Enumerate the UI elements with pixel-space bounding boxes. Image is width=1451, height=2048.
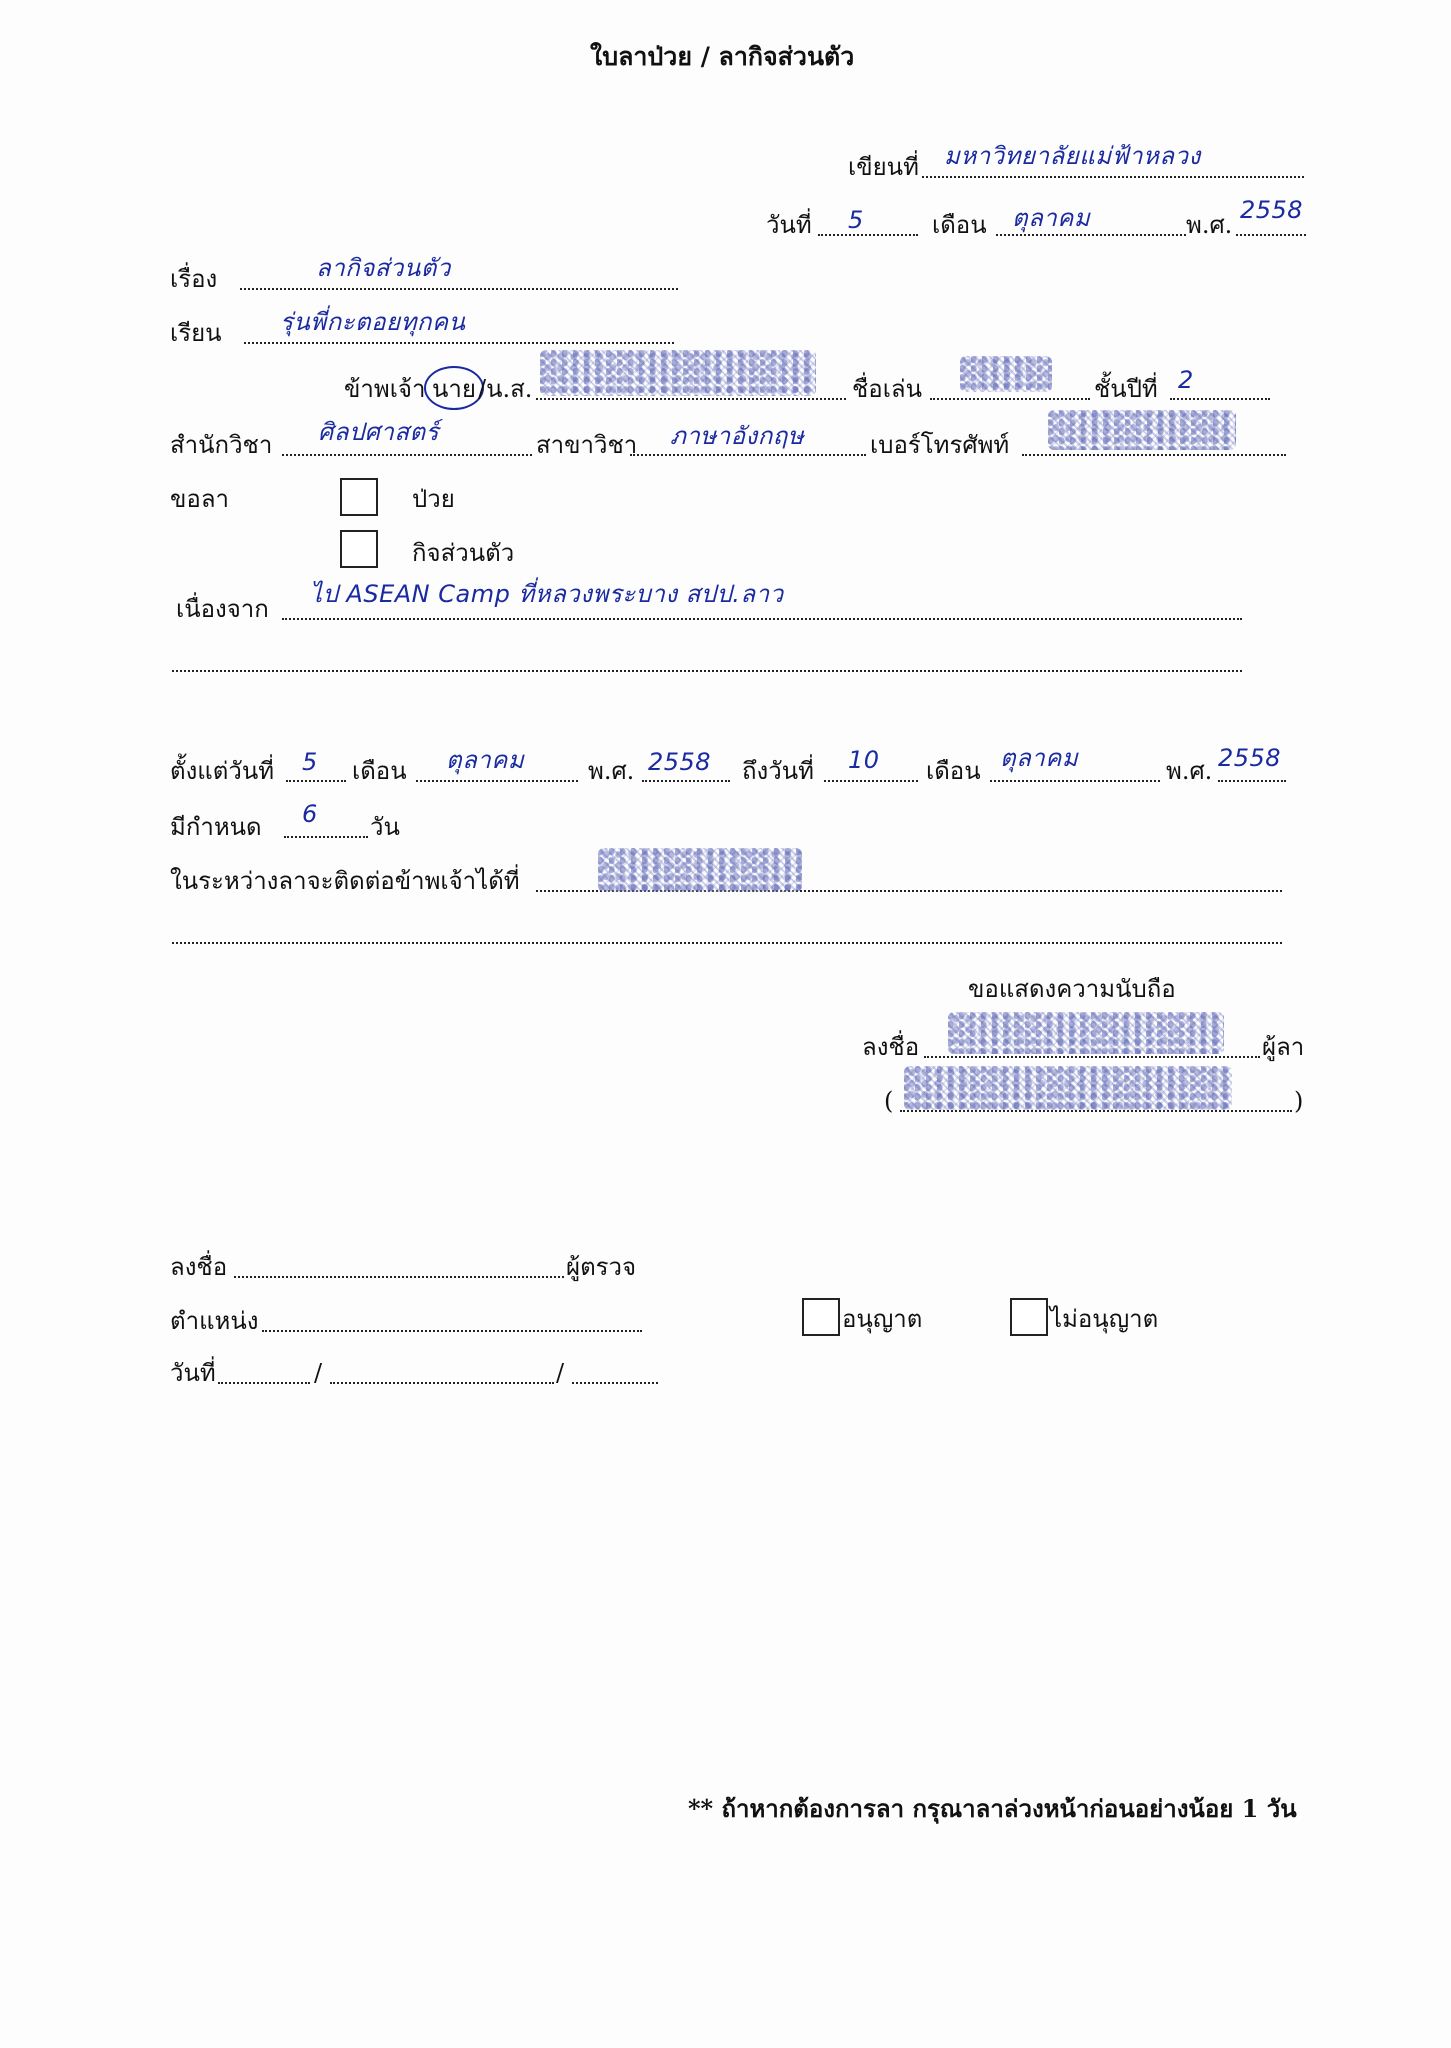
from-month-label: เดือน: [352, 757, 407, 785]
written-at-line: [922, 176, 1304, 178]
phone-line: [1022, 454, 1286, 456]
to-month-line: [990, 780, 1160, 782]
redacted-name: [540, 350, 816, 396]
fullname-line: [536, 398, 846, 400]
to-label: เรียน: [170, 319, 222, 347]
inspect-month-line: [330, 1382, 554, 1384]
phone-label: เบอร์โทรศัพท์: [870, 431, 1010, 459]
subject-line: [240, 288, 678, 290]
reason-line-1: [282, 618, 1242, 620]
request-label: ขอลา: [170, 485, 230, 513]
reason-value: ไป ASEAN Camp ที่หลวงพระบาง สปป.ลาว: [310, 580, 784, 608]
school-label: สำนักวิชา: [170, 431, 273, 459]
date-value: 5: [848, 206, 864, 234]
to-year-line: [1218, 780, 1286, 782]
ms-label: /น.ส.: [478, 375, 533, 403]
from-day-value: 5: [302, 748, 318, 776]
written-at-value: มหาวิทยาลัยแม่ฟ้าหลวง: [944, 142, 1201, 170]
redacted-phone: [1048, 410, 1236, 450]
to-line: [244, 342, 674, 344]
footnote: ** ถ้าหากต้องการลา กรุณาลาล่วงหน้าก่อนอย่างน้อย 1 วัน: [688, 1794, 1297, 1823]
month-value: ตุลาคม: [1012, 204, 1091, 232]
from-year-label: พ.ศ.: [588, 757, 635, 785]
applicant-sign-label: ลงชื่อ: [862, 1033, 920, 1061]
to-value: รุ่นพี่กะตอยทุกคน: [280, 308, 466, 336]
school-value: ศิลปศาสตร์: [318, 418, 440, 446]
to-date-line: [824, 780, 918, 782]
month-line: [996, 234, 1186, 236]
personal-checkbox[interactable]: [340, 530, 378, 568]
subject-value: ลากิจส่วนตัว: [316, 254, 451, 282]
nickname-label: ชื่อเล่น: [852, 375, 923, 403]
reason-label: เนื่องจาก: [176, 595, 269, 623]
duration-label: มีกำหนด: [170, 813, 262, 841]
year-level-value: 2: [1178, 366, 1194, 394]
year-line: [1236, 234, 1306, 236]
applicant-name-line: [900, 1110, 1292, 1112]
inspect-slash-1: /: [314, 1359, 323, 1387]
applicant-open-paren: (: [884, 1087, 894, 1115]
to-month-value: ตุลาคม: [1000, 744, 1079, 772]
year-level-label: ชั้นปีที่: [1094, 375, 1158, 403]
major-value: ภาษาอังกฤษ: [670, 422, 805, 450]
to-year-value: 2558: [1218, 744, 1282, 772]
written-at-label: เขียนที่: [848, 153, 919, 181]
inspector-sign-label: ลงชื่อ: [170, 1253, 228, 1281]
inspect-slash-2: /: [556, 1359, 565, 1387]
sick-checkbox[interactable]: [340, 478, 378, 516]
inspect-year-line: [572, 1382, 658, 1384]
position-label: ตำแหน่ง: [170, 1307, 259, 1335]
from-date-line: [286, 780, 346, 782]
major-label: สาขาวิชา: [536, 431, 638, 459]
reason-line-2: [172, 670, 1242, 672]
inspector-label: ผู้ตรวจ: [566, 1253, 637, 1281]
i-prefix-label: ข้าพเจ้า: [344, 375, 426, 403]
from-month-value: ตุลาคม: [446, 746, 525, 774]
from-date-label: ตั้งแต่วันที่: [170, 757, 275, 785]
redacted-signature: [948, 1012, 1224, 1054]
duration-value: 6: [302, 800, 318, 828]
personal-label: กิจส่วนตัว: [412, 539, 515, 567]
disapprove-checkbox[interactable]: [1010, 1298, 1048, 1336]
to-date-label: ถึงวันที่: [742, 757, 814, 785]
duration-line: [284, 836, 368, 838]
school-line: [282, 454, 532, 456]
applicant-sign-line: [924, 1056, 1260, 1058]
to-year-label: พ.ศ.: [1166, 757, 1213, 785]
approve-checkbox[interactable]: [802, 1298, 840, 1336]
contact-line-2: [172, 942, 1282, 944]
from-year-line: [642, 780, 730, 782]
month-label: เดือน: [932, 211, 987, 239]
from-year-value: 2558: [648, 748, 712, 776]
applicant-label: ผู้ลา: [1262, 1033, 1305, 1061]
mr-label: นาย: [432, 375, 476, 403]
sick-label: ป่วย: [412, 485, 455, 513]
form-title: ใบลาป่วย / ลากิจส่วนตัว: [590, 42, 855, 71]
to-month-label: เดือน: [926, 757, 981, 785]
inspector-sign-line: [234, 1276, 564, 1278]
from-month-line: [416, 780, 578, 782]
inspect-date-label: วันที่: [170, 1359, 216, 1387]
to-day-value: 10: [848, 746, 880, 774]
contact-label: ในระหว่างลาจะติดต่อข้าพเจ้าได้ที่: [170, 867, 520, 895]
date-line: [818, 234, 918, 236]
redacted-nickname: [960, 356, 1052, 392]
disapprove-label: ไม่อนุญาต: [1050, 1305, 1159, 1333]
redacted-contact: [598, 848, 802, 892]
nickname-line: [930, 398, 1090, 400]
year-level-line: [1170, 398, 1270, 400]
year-value: 2558: [1240, 196, 1304, 224]
major-line: [630, 454, 866, 456]
date-label: วันที่: [766, 211, 812, 239]
approve-label: อนุญาต: [842, 1305, 923, 1333]
applicant-close-paren: ): [1294, 1087, 1304, 1115]
days-label: วัน: [370, 813, 400, 841]
inspect-day-line: [218, 1382, 310, 1384]
redacted-applicant-name: [904, 1066, 1232, 1110]
subject-label: เรื่อง: [170, 265, 218, 293]
year-label: พ.ศ.: [1186, 211, 1233, 239]
respect-text: ขอแสดงความนับถือ: [968, 975, 1176, 1003]
position-line: [262, 1330, 642, 1332]
